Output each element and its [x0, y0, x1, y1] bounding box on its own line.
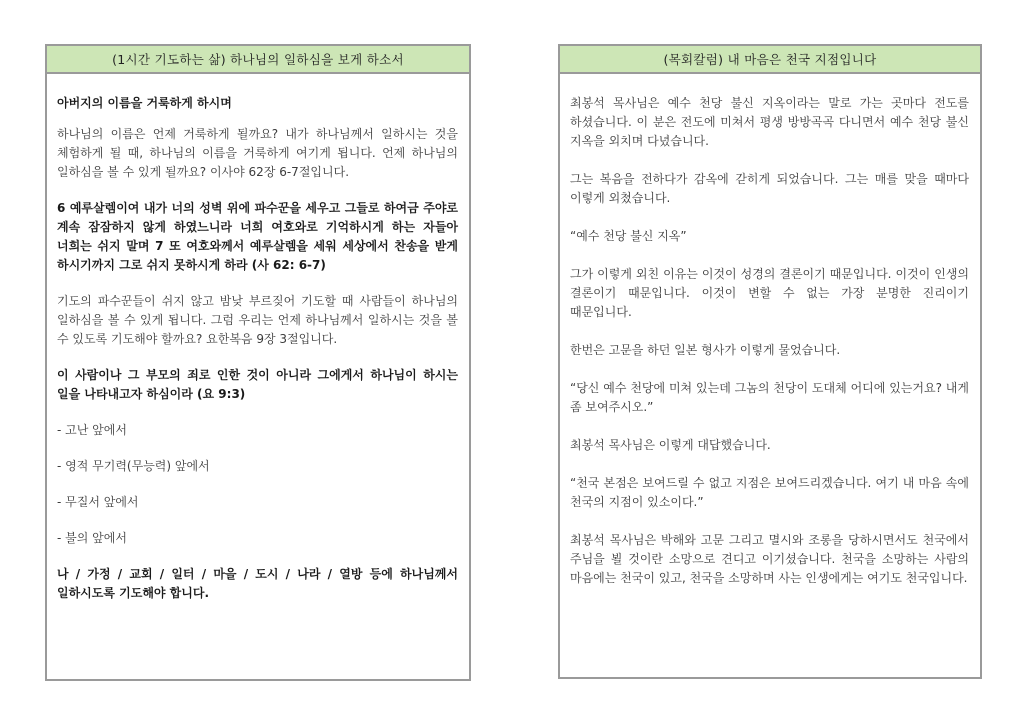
right-column-panel [558, 44, 982, 679]
right-panel-content [560, 94, 980, 588]
right-paragraph: 한번은 고문을 하던 일본 형사가 이렇게 물었습니다. [570, 343, 841, 357]
right-paragraph: 최봉석 목사님은 예수 천당 불신 지옥이라는 말로 가는 곳마다 전도를 하셨습니다. 이 분은 전도에 미쳐서 평생 방방곡곡 다니면서 예수 천당 불신 지옥을 외치며 다녔습니다. [570, 96, 969, 148]
right-paragraph: 그가 이렇게 외친 이유는 이것이 성경의 결론이기 때문입니다. 이것이 인생의 결론이기 때문입니다. 이것이 변할 수 없는 가장 분명한 진리이기 때문입니다. [570, 267, 969, 319]
left-scripture-quote: 이 사람이나 그 부모의 죄로 인한 것이 아니라 그에게서 하나님이 하시는 일을 나타내고자 하심이라 (요 9:3) [57, 368, 458, 401]
left-panel-header: (1시간 기도하는 삶) 하나님의 일하심을 보게 하소서 [47, 46, 469, 74]
left-panel-content [47, 94, 469, 603]
right-quote: “천국 본점은 보여드릴 수 없고 지점은 보여드리겠습니다. 여기 내 마음 속에 천국의 지점이 있소이다.” [570, 476, 969, 509]
right-quote: “예수 천당 불신 지옥” [570, 229, 687, 243]
left-closing-statement: 나 / 가정 / 교회 / 일터 / 마을 / 도시 / 나라 / 열방 등에 하나님께서 일하시도록 기도해야 합니다. [57, 567, 458, 600]
left-list-item: - 불의 앞에서 [57, 531, 127, 545]
right-quote: “당신 예수 천당에 미쳐 있는데 그놈의 천당이 도대체 어디에 있는거요? 내게 좀 보여주시오.” [570, 381, 969, 414]
left-list-item: - 영적 무기력(무능력) 앞에서 [57, 459, 210, 473]
left-paragraph: 기도의 파수꾼들이 쉬지 않고 밤낮 부르짖어 기도할 때 사람들이 하나님의 일하심을 볼 수 있게 됩니다. 그럼 우리는 언제 하나님께서 일하시는 것을 볼 수 있도록 기도해야 할까요? 요한복음 9장 3절입니다. [57, 294, 458, 346]
left-paragraph: 하나님의 이름은 언제 거룩하게 될까요? 내가 하나님께서 일하시는 것을 체험하게 될 때, 하나님의 이름을 거룩하게 여기게 됩니다. 언제 하나님의 일하심을 볼 수 있게 될까요? 이사야 62장 6-7절입니다. [57, 127, 458, 179]
right-paragraph: 그는 복음을 전하다가 감옥에 갇히게 되었습니다. 그는 매를 맞을 때마다 이렇게 외쳤습니다. [570, 172, 969, 205]
left-subtitle: 아버지의 이름을 거룩하게 하시며 [57, 96, 232, 110]
left-scripture-quote: 6 예루살렘이여 내가 너의 성벽 위에 파수꾼을 세우고 그들로 하여금 주야로 계속 잠잠하지 않게 하였느니라 너희 여호와로 기억하시게 하는 자들아 너희는 쉬지 말며 7 또 여호와께서 예루살렘을 세워 세상에서 찬송을 받게 하시기까지 그로 쉬지 못하시게 하라 (사 62: 6-7) [57, 201, 458, 272]
left-column-panel [45, 44, 471, 681]
right-paragraph: 최봉석 목사님은 이렇게 대답했습니다. [570, 438, 771, 452]
right-panel-header: (목회칼럼) 내 마음은 천국 지점입니다 [560, 46, 980, 74]
left-list-item: - 고난 앞에서 [57, 423, 127, 437]
left-list-item: - 무질서 앞에서 [57, 495, 139, 509]
right-paragraph: 최봉석 목사님은 박해와 고문 그리고 멸시와 조롱을 당하시면서도 천국에서 주님을 뵐 것이란 소망으로 견디고 이기셨습니다. 천국을 소망하는 사람의 마음에는 천국이 있고, 천국을 소망하며 사는 인생에게는 여기도 천국입니다. [570, 533, 969, 585]
